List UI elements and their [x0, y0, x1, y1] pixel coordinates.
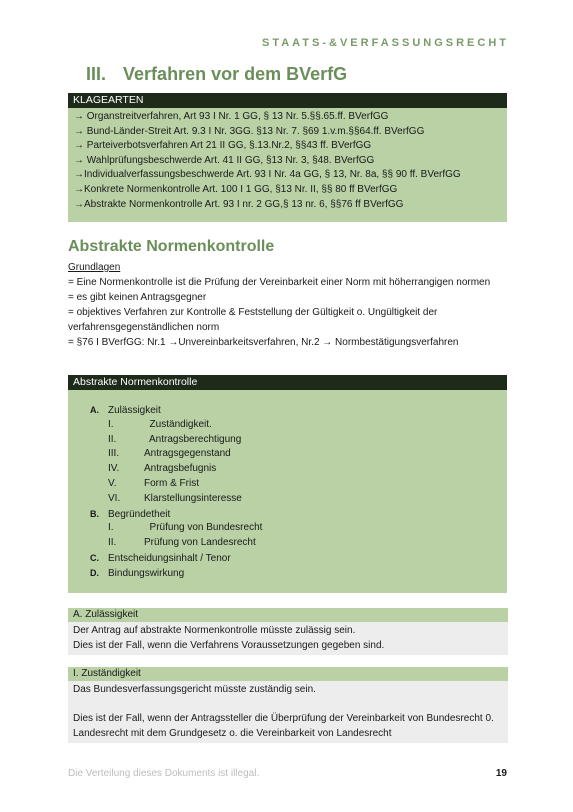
- outline-marker: VI.: [108, 492, 121, 504]
- zulaessigkeit-box: [68, 608, 508, 655]
- outline-label: Begründetheit: [108, 508, 171, 520]
- outline-marker: C.: [90, 552, 99, 563]
- footer-notice: Die Verteilung dieses Dokuments ist illegal.: [68, 768, 260, 779]
- outline-label: Form & Frist: [144, 477, 199, 489]
- outline-subitem: [90, 521, 262, 536]
- zustaendigkeit-box: [68, 667, 508, 743]
- grundlagen-line: = §76 I BVerfGG: Nr.1 →Unvereinbarkeitsverfahren, Nr.2 → Normbestätigungsverfahren: [68, 337, 459, 348]
- klagearten-box: [68, 93, 507, 222]
- outline-label: Klarstellungsinteresse: [144, 492, 242, 504]
- outline-label: Antragsbefugnis: [144, 463, 217, 475]
- outline-marker: B.: [90, 508, 99, 519]
- outline-subitem: [90, 447, 262, 462]
- outline-list: [90, 403, 262, 581]
- outline-subitem: [90, 433, 262, 448]
- outline-marker: III.: [108, 448, 120, 460]
- document-header: STAATS-&VERFASSUNGSRECHT: [262, 37, 509, 49]
- outline-box: [68, 375, 507, 593]
- list-item: → Parteiverbotsverfahren Art 21 II GG, §.13.Nr.2, §§43 ff. BVerfGG: [74, 140, 372, 152]
- outline-marker: IV.: [108, 463, 120, 475]
- list-item: →Konkrete Normenkontrolle Art. 100 I 1 GG, §13 Nr. II, §§ 80 ff BVerfGG: [74, 183, 398, 195]
- outline-label: Entscheidungsinhalt / Tenor: [108, 552, 231, 564]
- paragraph-line: Das Bundesverfassungsgericht müsste zuständig sein.: [73, 684, 316, 695]
- outline-marker: A.: [90, 405, 99, 415]
- zustaendigkeit-body: [68, 681, 508, 743]
- outline-heading: Abstrakte Normenkontrolle: [68, 375, 507, 390]
- list-item: →Abstrakte Normenkontrolle Art. 93 I nr. 2 GG,§ 13 nr. 6, §§76 ff BVerfGG: [74, 198, 404, 210]
- outline-subitem: [90, 477, 262, 492]
- outline-marker: I.: [108, 522, 114, 534]
- outline-label: Antragsgegenstand: [144, 448, 231, 460]
- outline-label: Prüfung von Bundesrecht: [144, 522, 263, 534]
- outline-marker: I.: [108, 418, 114, 430]
- paragraph-line: Dies ist der Fall, wenn der Antragssteller die Überprüfung der Vereinbarkeit von Bundesrecht 0. Landesrecht mit dem Grundgesetz o. die Vereinbarkeit von Landesrecht: [73, 713, 494, 739]
- outline-marker: V.: [108, 477, 117, 489]
- outline-label: Zuständigkeit.: [144, 418, 212, 430]
- outline-label: Prüfung von Landesrecht: [144, 537, 256, 549]
- outline-marker: D.: [90, 567, 99, 578]
- section-title-text: Verfahren vor dem BVerfG: [123, 64, 348, 84]
- outline-marker: II.: [108, 537, 117, 549]
- zulaessigkeit-heading: A. Zulässigkeit: [68, 608, 508, 622]
- outline-subitem: [90, 462, 262, 477]
- outline-label: Bindungswirkung: [108, 567, 185, 579]
- outline-subitem: [90, 418, 262, 433]
- klagearten-list: [68, 108, 507, 212]
- list-item: → Bund-Länder-Streit Art. 9.3 I Nr. 3GG. §13 Nr. 7. §69 1.v.m.§§64.ff. BVerfGG: [74, 125, 425, 137]
- paragraph-line: Dies ist der Fall, wenn die Verfahrens Voraussetzungen gegeben sind.: [73, 639, 385, 651]
- paragraph-spacer: [73, 698, 503, 713]
- outline-item-a: [90, 403, 262, 418]
- zustaendigkeit-heading: I. Zuständigkeit: [68, 667, 508, 681]
- outline-item-c: [90, 551, 262, 566]
- page-number: 19: [495, 768, 507, 779]
- list-item: → Wahlprüfungsbeschwerde Art. 41 II GG, §13 Nr. 3, §48. BVerfGG: [74, 154, 375, 166]
- list-item: → Organstreitverfahren, Art 93 I Nr. 1 GG, § 13 Nr. 5.§§.65.ff. BVerfGG: [74, 111, 389, 122]
- grundlagen-label: Grundlagen: [68, 262, 121, 273]
- paragraph-line: Der Antrag auf abstrakte Normenkontrolle müsste zulässig sein.: [73, 625, 356, 636]
- klagearten-heading: KLAGEARTEN: [68, 93, 507, 108]
- outline-subitem: [90, 536, 262, 551]
- zulaessigkeit-body: [68, 622, 508, 655]
- grundlagen-block: [68, 260, 508, 350]
- grundlagen-line: = objektives Verfahren zur Kontrolle & Feststellung der Gültigkeit o. Ungültigkeit der verfahrensgegenständlichen norm: [68, 307, 438, 333]
- abstrakte-title: Abstrakte Normenkontrolle: [68, 238, 275, 255]
- section-number: III.: [86, 64, 107, 84]
- grundlagen-line: = Eine Normenkontrolle ist die Prüfung der Vereinbarkeit einer Norm mit höherrangigen normen: [68, 277, 491, 288]
- section-title: [86, 64, 347, 85]
- outline-label: Antragsberechtigung: [144, 433, 242, 445]
- list-item: →Individualverfassungsbeschwerde Art. 93 I Nr. 4a GG, § 13, Nr. 8a, §§ 90 ff. BVerfGG: [74, 169, 461, 181]
- outline-item-b: [90, 507, 262, 522]
- outline-item-d: [90, 566, 262, 581]
- outline-marker: II.: [108, 433, 117, 445]
- outline-label: Zulässigkeit: [108, 405, 161, 416]
- outline-subitem: [90, 492, 262, 507]
- grundlagen-line: = es gibt keinen Antragsgegner: [68, 292, 207, 303]
